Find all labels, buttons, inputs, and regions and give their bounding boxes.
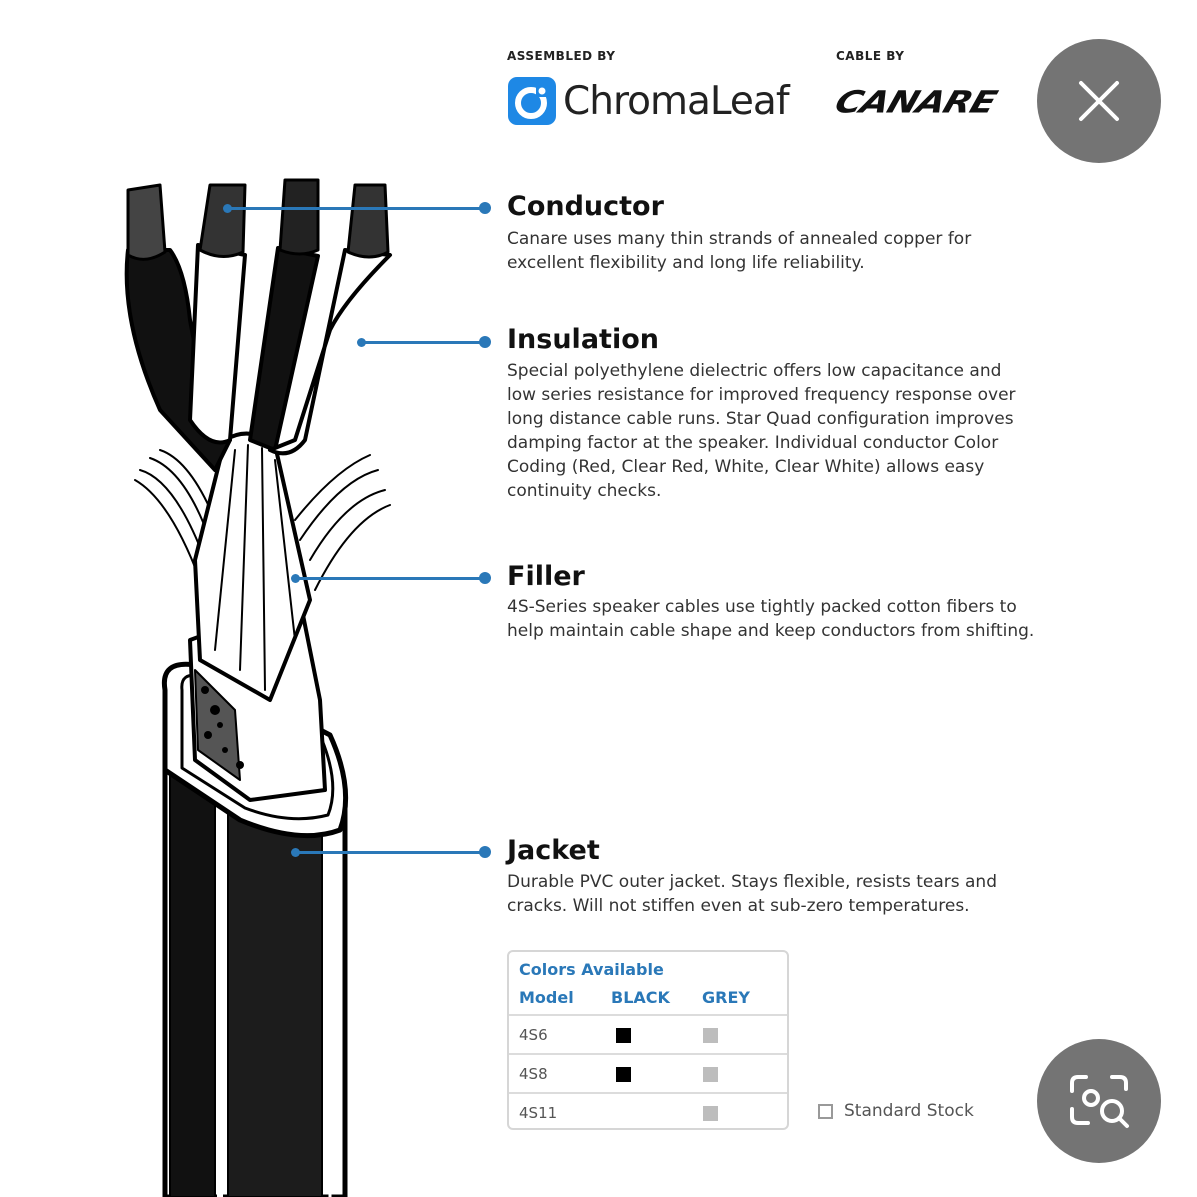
row-model: 4S8 bbox=[519, 1065, 548, 1083]
jacket-callout-origin bbox=[291, 848, 300, 857]
filler-line-1: 4S-Series speaker cables use tightly packed cotton fibers to bbox=[507, 597, 1017, 617]
filler-line-2: help maintain cable shape and keep conductors from shifting. bbox=[507, 621, 1035, 641]
table-row bbox=[509, 1014, 787, 1054]
insulation-title: Insulation bbox=[507, 324, 659, 355]
conductor-description bbox=[507, 227, 1117, 275]
colors-available-table bbox=[507, 950, 789, 1130]
colors-table-heading: Colors Available bbox=[519, 960, 664, 979]
cable-by-caption: CABLE BY bbox=[836, 49, 905, 63]
insulation-line-6: continuity checks. bbox=[507, 481, 662, 501]
close-button[interactable] bbox=[1037, 39, 1161, 163]
close-icon bbox=[1076, 78, 1122, 124]
filler-callout-origin bbox=[291, 574, 300, 583]
black-swatch bbox=[616, 1067, 631, 1082]
insulation-callout-origin bbox=[357, 338, 366, 347]
chromaleaf-wordmark: ChromaLeaf bbox=[563, 78, 789, 124]
filler-callout-dot bbox=[479, 572, 491, 584]
table-row bbox=[509, 1092, 787, 1130]
grey-swatch bbox=[703, 1106, 718, 1121]
assembled-by-caption: ASSEMBLED BY bbox=[507, 49, 616, 63]
row-model: 4S6 bbox=[519, 1026, 548, 1044]
black-swatch bbox=[616, 1028, 631, 1043]
grey-swatch bbox=[703, 1028, 718, 1043]
conductor-callout-line bbox=[228, 207, 486, 210]
filler-title: Filler bbox=[507, 561, 585, 592]
insulation-description bbox=[507, 359, 1117, 503]
conductor-line-1: Canare uses many thin strands of annealed copper for bbox=[507, 229, 972, 249]
jacket-callout-dot bbox=[479, 846, 491, 858]
jacket-line-1: Durable PVC outer jacket. Stays flexible, resists tears and bbox=[507, 872, 997, 892]
row-model: 4S11 bbox=[519, 1104, 558, 1122]
colors-col-grey: GREY bbox=[702, 988, 750, 1007]
insulation-line-4: damping factor at the speaker. Individual conductor Color bbox=[507, 433, 999, 453]
grey-swatch bbox=[703, 1067, 718, 1082]
insulation-line-5: Coding (Red, Clear Red, White, Clear White) allows easy bbox=[507, 457, 985, 477]
insulation-callout-dot bbox=[479, 336, 491, 348]
insulation-line-2: low series resistance for improved frequency response over bbox=[507, 385, 1016, 405]
standard-stock-legend-box bbox=[818, 1104, 833, 1119]
filler-callout-line bbox=[296, 577, 486, 580]
table-row bbox=[509, 1053, 787, 1093]
jacket-description bbox=[507, 870, 1117, 918]
cable-illustration bbox=[0, 0, 470, 1197]
insulation-callout-line bbox=[362, 341, 486, 344]
colors-col-black: BLACK bbox=[611, 988, 670, 1007]
jacket-title: Jacket bbox=[507, 835, 600, 866]
insulation-line-1: Special polyethylene dielectric offers low capacitance and bbox=[507, 361, 1002, 381]
insulation-line-3: long distance cable runs. Star Quad configuration improves bbox=[507, 409, 1014, 429]
jacket-line-2: cracks. Will not stiffen even at sub-zero temperatures. bbox=[507, 896, 970, 916]
visual-search-icon bbox=[1064, 1071, 1134, 1131]
jacket-callout-line bbox=[296, 851, 486, 854]
colors-col-model: Model bbox=[519, 988, 574, 1007]
standard-stock-label: Standard Stock bbox=[844, 1101, 974, 1121]
canare-logo: CANARE bbox=[830, 85, 1001, 120]
conductor-line-2: excellent flexibility and long life reliability. bbox=[507, 253, 865, 273]
chromaleaf-logo-icon bbox=[507, 76, 557, 126]
filler-description bbox=[507, 595, 1117, 643]
conductor-callout-dot bbox=[479, 202, 491, 214]
conductor-callout-origin bbox=[223, 204, 232, 213]
visual-search-button[interactable] bbox=[1037, 1039, 1161, 1163]
chromaleaf-logo bbox=[507, 76, 789, 126]
conductor-title: Conductor bbox=[507, 191, 664, 222]
